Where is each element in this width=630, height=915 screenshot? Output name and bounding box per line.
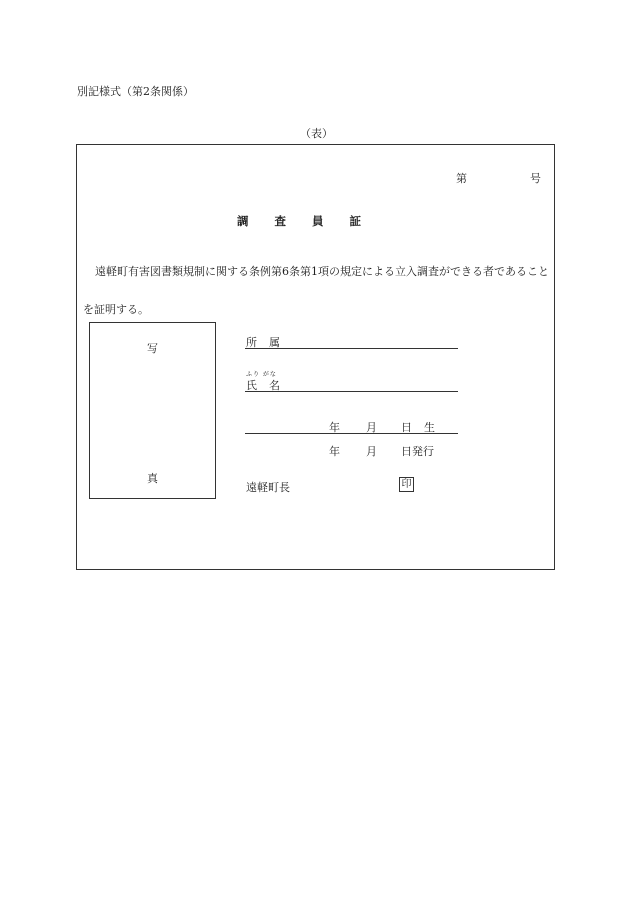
birth-suffix: 生 <box>424 421 435 434</box>
birth-year-label: 年 <box>329 421 340 434</box>
name-line <box>245 391 458 392</box>
affiliation-label: 所属 <box>246 336 292 349</box>
name-ruby: ふり がな <box>246 371 277 378</box>
name-label: 氏名 <box>246 379 292 392</box>
form-title: 別記様式（第2条関係） <box>77 85 194 98</box>
issue-month-label: 月 <box>366 445 377 458</box>
issue-year-label: 年 <box>329 445 340 458</box>
birth-date-line <box>245 433 458 434</box>
photo-label-bottom: 真 <box>147 472 158 485</box>
affiliation-line <box>245 348 458 349</box>
issuer-name: 遠軽町長 <box>246 481 290 494</box>
side-label: （表） <box>300 127 333 140</box>
certification-text: 遠軽町有害図書類規制に関する条例第6条第1項の規定による立入調査ができる者であることを証明する。 <box>83 265 549 316</box>
issue-day-label: 日 <box>401 445 412 458</box>
birth-month-label: 月 <box>366 421 377 434</box>
certificate-title: 調査員証 <box>237 214 387 228</box>
issue-suffix: 発行 <box>412 445 434 458</box>
seal-stamp: 印 <box>399 477 414 492</box>
photo-label-top: 写 <box>147 342 158 355</box>
number-prefix: 第 <box>456 172 467 185</box>
birth-day-label: 日 <box>401 421 412 434</box>
number-suffix: 号 <box>530 172 541 185</box>
